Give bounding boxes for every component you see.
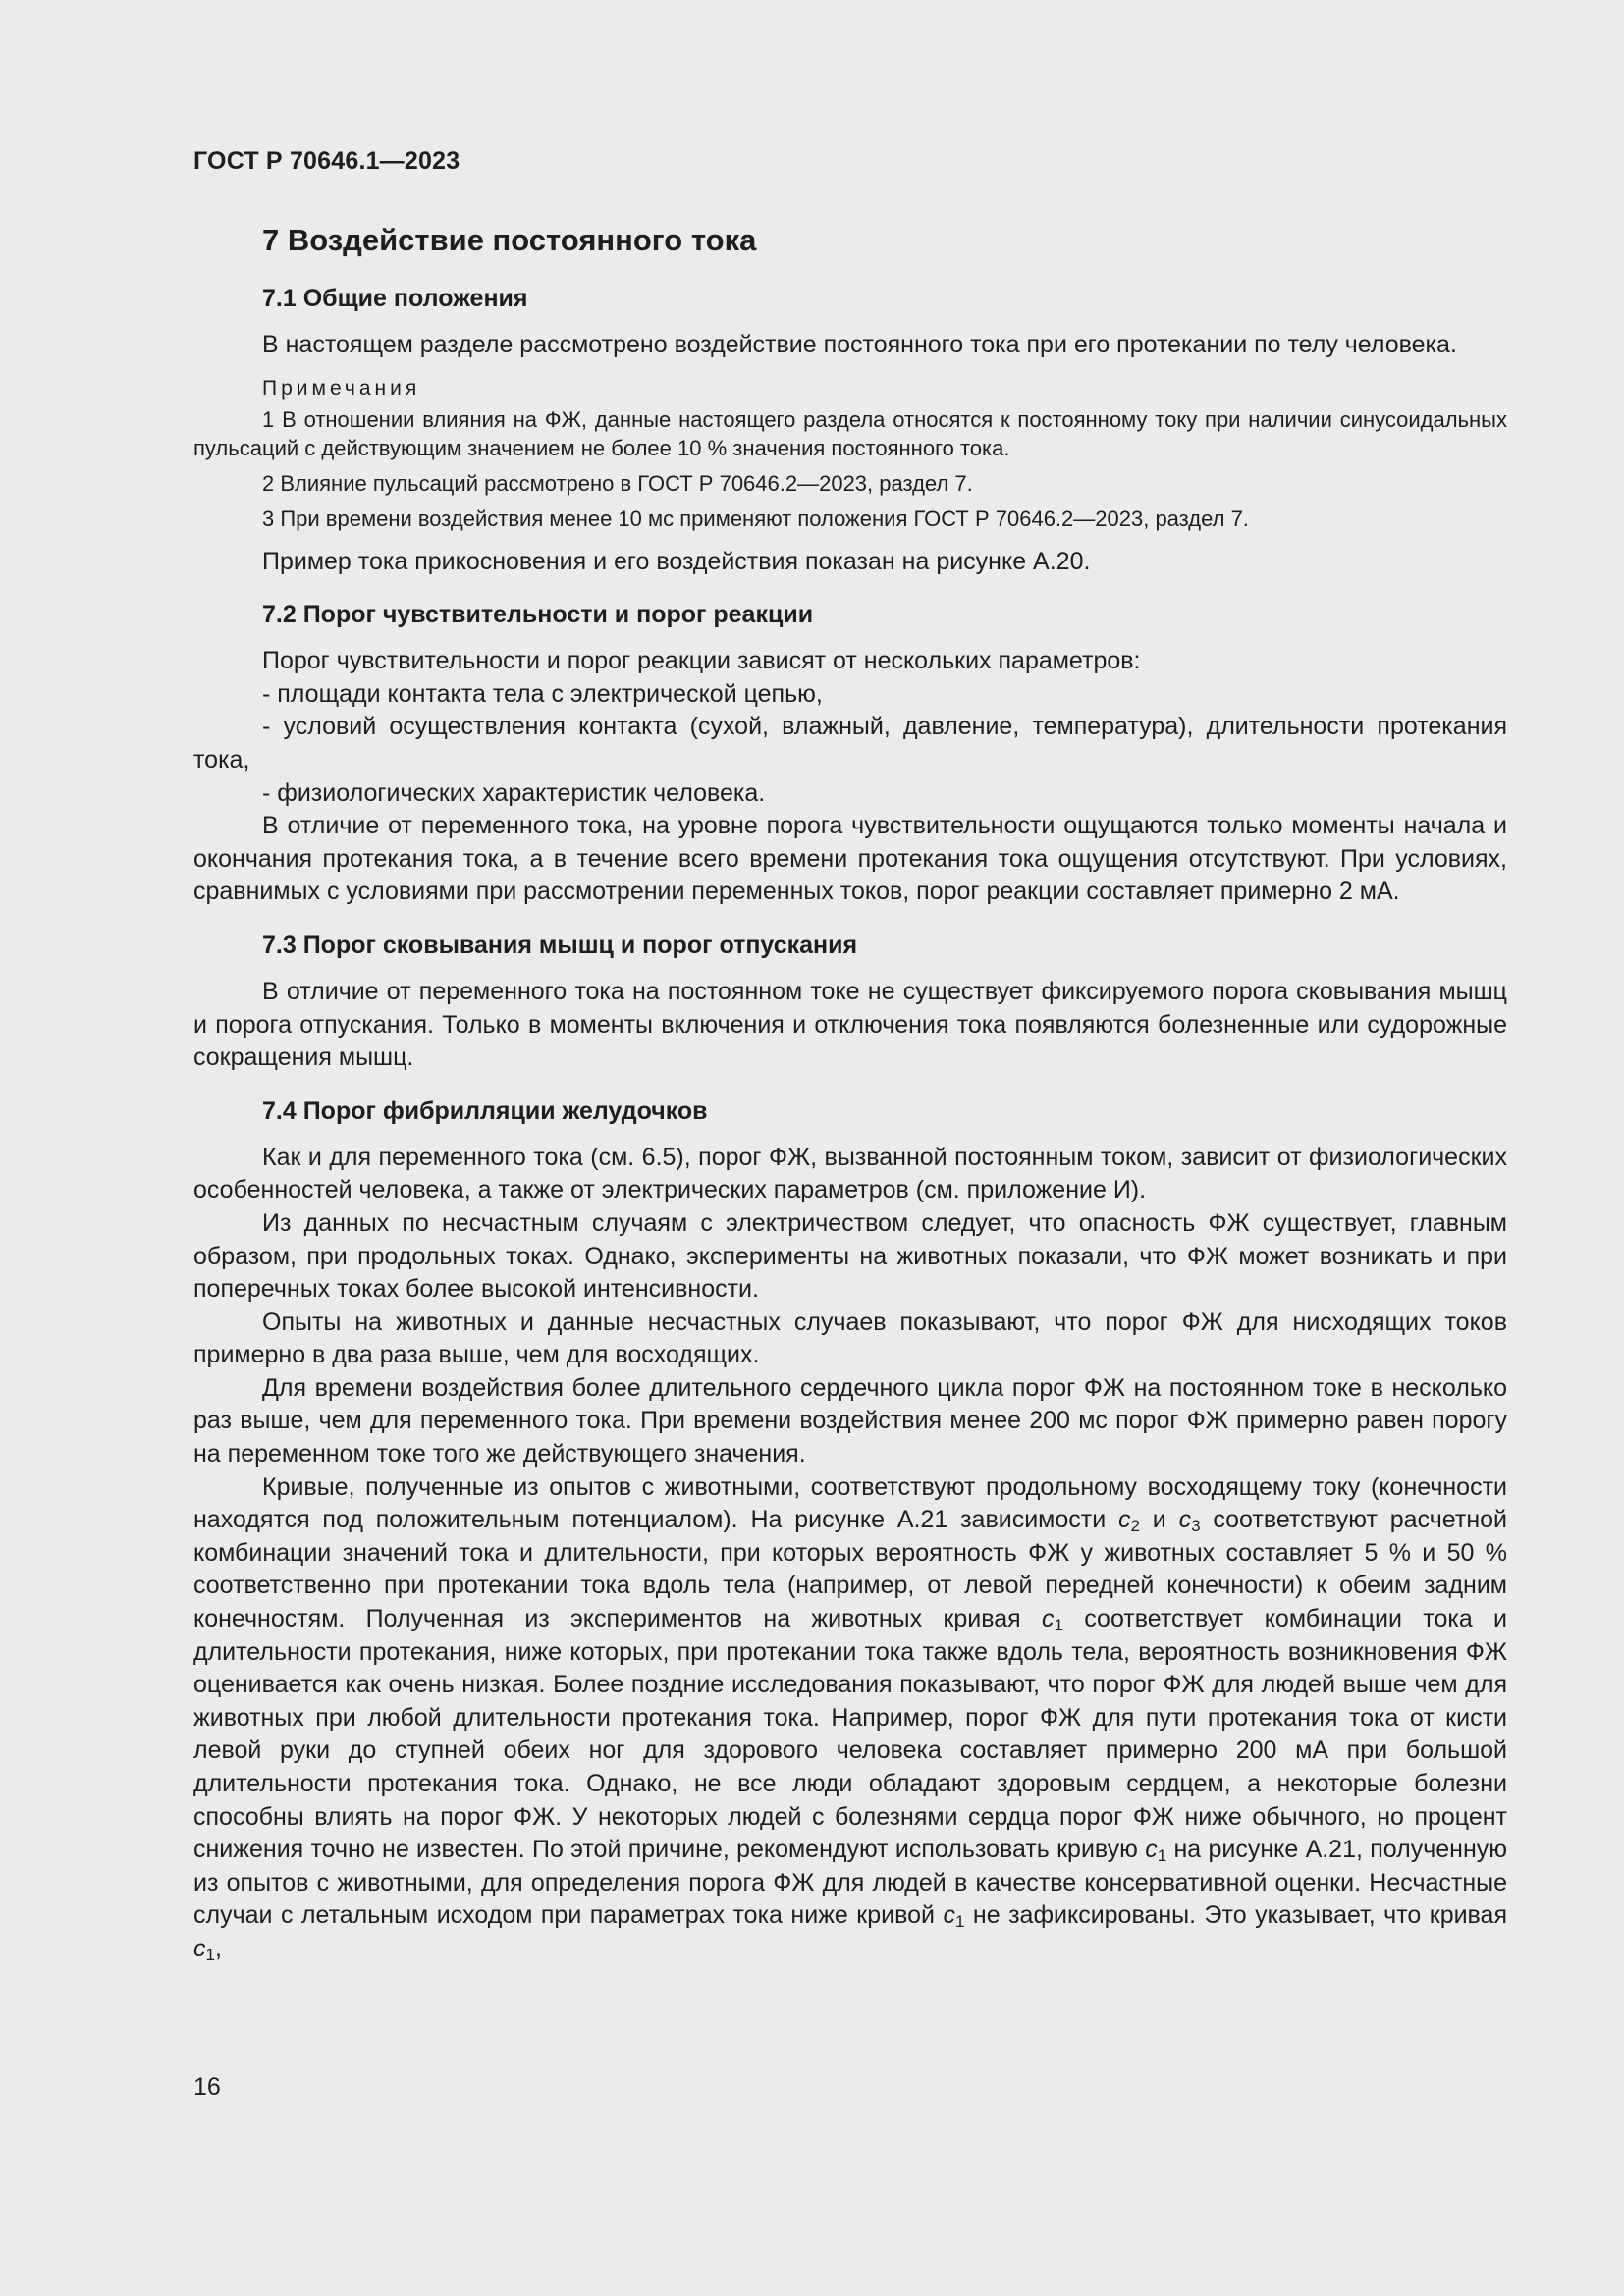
subsection-title-7-3: 7.3 Порог сковывания мышц и порог отпускания [262, 931, 858, 959]
text-run: не зафиксированы. Это указывает, что кривая [964, 1901, 1507, 1930]
text-run: , [214, 1934, 222, 1962]
text-run: на рисунке А.21, полученную из опытов с животными, для определения порога ФЖ для людей в качестве консервативной оценки. Несчастные случаи с летальным исходом при параметрах тока ниже кривой [193, 1836, 1508, 1930]
subsection-title-7-1: 7.1 Общие положения [262, 285, 528, 312]
paragraph [193, 1471, 1507, 1966]
text-run: и [1139, 1506, 1179, 1534]
paragraph: В настоящем разделе рассмотрено воздействие постоянного тока при его протекании по телу человека. [262, 331, 1457, 358]
variable-c: c [1118, 1506, 1131, 1534]
page-number: 16 [193, 2073, 221, 2101]
standard-designation: ГОСТ Р 70646.1—2023 [193, 147, 460, 175]
notes-heading: Примечания [262, 376, 421, 400]
variable-c: c [1042, 1605, 1055, 1633]
variable-c: c [1145, 1836, 1158, 1864]
subscript: 1 [1157, 1846, 1167, 1866]
variable-c: c [193, 1934, 206, 1962]
paragraph: В отличие от переменного тока на постоянном токе не существует фиксируемого порога сковывания мышц и порога отпускания. Только в моменты включения и отключения тока появляются болезненные или судорожные сокращения мышц. [193, 977, 1507, 1072]
note-3: 3 При времени воздействия менее 10 мс применяют положения ГОСТ Р 70646.2—2023, раздел 7. [262, 506, 1249, 531]
subscript: 1 [1054, 1616, 1063, 1635]
paragraph: Пример тока прикосновения и его воздействия показан на рисунке А.20. [262, 547, 1091, 575]
section-title: 7 Воздействие постоянного тока [262, 223, 757, 257]
variable-c: c [943, 1901, 955, 1930]
note-1: 1 В отношении влияния на ФЖ, данные настоящего раздела относятся к постоянному току при наличии синусоидальных пульсаций с действующим значением не более 10 % значения постоянного тока. [193, 406, 1507, 460]
paragraph: Как и для переменного тока (см. 6.5), порог ФЖ, вызванной постоянным током, зависит от физиологических особенностей человека, а также от электрических параметров (см. приложение И). [193, 1143, 1507, 1204]
paragraph: Для времени воздействия более длительного сердечного цикла порог ФЖ на постоянном токе в несколько раз выше, чем для переменного тока. При времени воздействия менее 200 мс порог ФЖ примерно равен порогу на переменном токе того же действующего значения. [193, 1373, 1507, 1468]
paragraph: Из данных по несчастным случаям с электричеством следует, что опасность ФЖ существует, главным образом, при продольных токах. Однако, эксперименты на животных показали, что ФЖ может возникать и при поперечных токах более высокой интенсивности. [193, 1208, 1507, 1304]
subscript: 3 [1191, 1517, 1201, 1536]
note-2: 2 Влияние пульсаций рассмотрено в ГОСТ Р 70646.2—2023, раздел 7. [262, 470, 973, 496]
text-run: Кривые, полученные из опытов с животными, соответствуют продольному восходящему току (конечности находятся под положительным потенциалом). На рисунке А.21 зависимости [193, 1472, 1507, 1534]
subsection-title-7-4: 7.4 Порог фибрилляции желудочков [262, 1096, 708, 1125]
list-item: - площади контакта тела с электрической цепью, [262, 679, 823, 708]
subscript: 1 [205, 1945, 215, 1964]
paragraph: Порог чувствительности и порог реакции зависят от нескольких параметров: [262, 647, 1141, 675]
paragraph: Опыты на животных и данные несчастных случаев показывают, что порог ФЖ для нисходящих токов примерно в два раза выше, чем для восходящих. [193, 1308, 1507, 1369]
list-item: - физиологических характеристик человека. [262, 778, 766, 807]
variable-c: c [1178, 1506, 1192, 1534]
subsection-title-7-2: 7.2 Порог чувствительности и порог реакции [262, 601, 814, 629]
text-run: соответствуют расчетной комбинации значений тока и длительности, при которых вероятность ФЖ у животных составляет 5 % и 50 % соответственно при протекании тока вдоль тела (например, от левой передней конечности) к обеим задним конечностям. Полученная из экспериментов на животных кривая [193, 1506, 1507, 1633]
subscript: 1 [954, 1912, 965, 1932]
page-content [193, 221, 1507, 1966]
subscript: 2 [1130, 1517, 1140, 1536]
text-run: соответствует комбинации тока и длительности протекания, ниже которых, при протекании тока также вдоль тела, вероятность возникновения ФЖ оценивается как очень низкая. Более поздние исследования показывают, что порог ФЖ для людей выше чем для животных при любой длительности протекания тока. Например, порог ФЖ для пути протекания тока от кисти левой руки до ступней обеих ног для здорового человека составляет примерно 200 мА при большой длительности протекания тока. Однако, не все люди обладают здоровым сердцем, а некоторые болезни способны влиять на порог ФЖ. У некоторых людей с болезнями сердца порог ФЖ ниже обычного, но процент снижения точно не известен. По этой причине, рекомендуют использовать кривую [193, 1605, 1507, 1864]
paragraph: В отличие от переменного тока, на уровне порога чувствительности ощущаются только моменты начала и окончания протекания тока, а в течение всего времени протекания тока ощущения отсутствуют. При условиях, сравнимых с условиями при рассмотрении переменных токов, порог реакции составляет примерно 2 мА. [193, 812, 1507, 906]
list-item: - условий осуществления контакта (сухой, влажный, давление, температура), длительности протекания тока, [193, 713, 1507, 774]
